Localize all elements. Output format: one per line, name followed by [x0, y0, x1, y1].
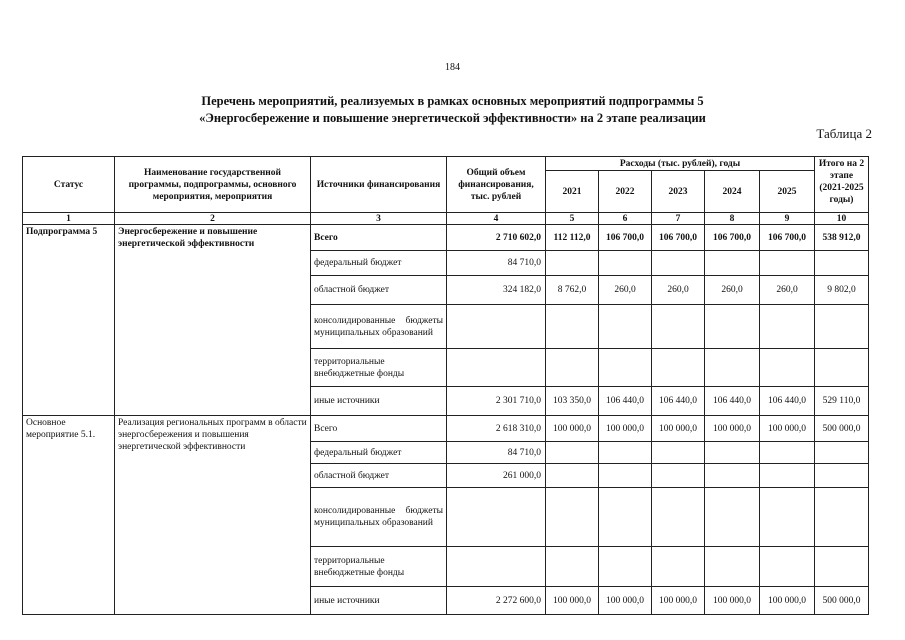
itogo-cell: 529 110,0 — [815, 387, 869, 416]
year-2024-cell: 100 000,0 — [705, 587, 760, 615]
col-number: 3 — [311, 213, 447, 225]
year-2024-cell — [705, 488, 760, 547]
total-cell — [447, 305, 546, 349]
year-2024-cell: 106 700,0 — [705, 225, 760, 251]
source-cell: консолидированные бюджеты муниципальных образований — [311, 305, 447, 349]
year-2024-cell — [705, 349, 760, 387]
year-2023-cell: 100 000,0 — [652, 416, 705, 442]
year-2022-cell — [599, 305, 652, 349]
year-2022-cell: 106 440,0 — [599, 387, 652, 416]
year-2023-cell — [652, 464, 705, 488]
total-cell: 261 000,0 — [447, 464, 546, 488]
itogo-cell — [815, 305, 869, 349]
table-body — [23, 225, 869, 615]
header-year: 2025 — [760, 171, 815, 213]
itogo-cell — [815, 442, 869, 464]
itogo-cell: 9 802,0 — [815, 276, 869, 305]
year-2023-cell — [652, 349, 705, 387]
header-year: 2023 — [652, 171, 705, 213]
year-2022-cell — [599, 547, 652, 587]
col-number: 1 — [23, 213, 115, 225]
total-cell: 324 182,0 — [447, 276, 546, 305]
column-number-row — [23, 213, 869, 225]
year-2024-cell — [705, 305, 760, 349]
year-2022-cell: 106 700,0 — [599, 225, 652, 251]
col-number: 10 — [815, 213, 869, 225]
year-2023-cell — [652, 547, 705, 587]
header-year: 2024 — [705, 171, 760, 213]
header-year: 2022 — [599, 171, 652, 213]
itogo-cell: 500 000,0 — [815, 587, 869, 615]
total-cell: 2 710 602,0 — [447, 225, 546, 251]
source-cell: федеральный бюджет — [311, 442, 447, 464]
year-2021-cell — [546, 488, 599, 547]
status-cell: Подпрограмма 5 — [23, 225, 115, 416]
year-2023-cell: 106 440,0 — [652, 387, 705, 416]
source-cell: консолидированные бюджеты муниципальных образований — [311, 488, 447, 547]
year-2021-cell — [546, 251, 599, 276]
table-header — [23, 157, 869, 225]
table-row — [23, 225, 869, 251]
itogo-cell — [815, 547, 869, 587]
year-2025-cell — [760, 442, 815, 464]
year-2024-cell — [705, 464, 760, 488]
year-2021-cell — [546, 349, 599, 387]
year-2023-cell — [652, 305, 705, 349]
year-2023-cell — [652, 488, 705, 547]
col-number: 6 — [599, 213, 652, 225]
year-2023-cell: 106 700,0 — [652, 225, 705, 251]
year-2023-cell: 260,0 — [652, 276, 705, 305]
year-2022-cell — [599, 251, 652, 276]
year-2025-cell: 100 000,0 — [760, 416, 815, 442]
status-cell: Основное мероприятие 5.1. — [23, 416, 115, 615]
header-source: Источники финансирования — [311, 157, 447, 213]
year-2021-cell: 103 350,0 — [546, 387, 599, 416]
year-2022-cell — [599, 488, 652, 547]
year-2024-cell — [705, 442, 760, 464]
year-2021-cell — [546, 464, 599, 488]
year-2021-cell: 100 000,0 — [546, 416, 599, 442]
source-cell: иные источники — [311, 587, 447, 615]
year-2021-cell — [546, 305, 599, 349]
header-itogo: Итого на 2 этапе (2021-2025 годы) — [815, 157, 869, 213]
year-2023-cell — [652, 251, 705, 276]
itogo-cell: 538 912,0 — [815, 225, 869, 251]
source-cell: Всего — [311, 416, 447, 442]
col-number: 2 — [115, 213, 311, 225]
title-line-2: «Энергосбережение и повышение энергетической эффективности» на 2 этапе реализации — [199, 111, 706, 125]
name-cell: Энергосбережение и повышение энергетической эффективности — [115, 225, 311, 416]
header-expenses: Расходы (тыс. рублей), годы — [546, 157, 815, 171]
year-2021-cell — [546, 547, 599, 587]
year-2022-cell: 100 000,0 — [599, 416, 652, 442]
year-2021-cell — [546, 442, 599, 464]
year-2021-cell: 8 762,0 — [546, 276, 599, 305]
source-cell: территориальные внебюджетные фонды — [311, 547, 447, 587]
year-2025-cell — [760, 251, 815, 276]
year-2025-cell: 260,0 — [760, 276, 815, 305]
itogo-cell — [815, 464, 869, 488]
total-cell: 84 710,0 — [447, 251, 546, 276]
source-cell: областной бюджет — [311, 464, 447, 488]
year-2025-cell — [760, 488, 815, 547]
year-2025-cell: 106 700,0 — [760, 225, 815, 251]
total-cell: 2 618 310,0 — [447, 416, 546, 442]
total-cell — [447, 488, 546, 547]
name-cell: Реализация региональных программ в области энергосбережения и повышения энергетической эффективности — [115, 416, 311, 615]
year-2022-cell: 100 000,0 — [599, 587, 652, 615]
header-total: Общий объем финансирования, тыс. рублей — [447, 157, 546, 213]
source-cell: иные источники — [311, 387, 447, 416]
col-number: 5 — [546, 213, 599, 225]
year-2022-cell — [599, 464, 652, 488]
col-number: 8 — [705, 213, 760, 225]
itogo-cell: 500 000,0 — [815, 416, 869, 442]
title-line-1: Перечень мероприятий, реализуемых в рамках основных мероприятий подпрограммы 5 — [201, 94, 704, 108]
col-number: 4 — [447, 213, 546, 225]
total-cell — [447, 547, 546, 587]
total-cell: 2 272 600,0 — [447, 587, 546, 615]
year-2024-cell: 106 440,0 — [705, 387, 760, 416]
year-2024-cell — [705, 547, 760, 587]
total-cell: 2 301 710,0 — [447, 387, 546, 416]
itogo-cell — [815, 488, 869, 547]
year-2025-cell — [760, 464, 815, 488]
itogo-cell — [815, 251, 869, 276]
year-2025-cell — [760, 547, 815, 587]
year-2021-cell: 112 112,0 — [546, 225, 599, 251]
year-2021-cell: 100 000,0 — [546, 587, 599, 615]
year-2022-cell — [599, 442, 652, 464]
source-cell: областной бюджет — [311, 276, 447, 305]
source-cell: Всего — [311, 225, 447, 251]
col-number: 9 — [760, 213, 815, 225]
header-name: Наименование государственной программы, подпрограммы, основного мероприятия, мероприятия — [115, 157, 311, 213]
total-cell: 84 710,0 — [447, 442, 546, 464]
year-2023-cell — [652, 442, 705, 464]
col-number: 7 — [652, 213, 705, 225]
source-cell: федеральный бюджет — [311, 251, 447, 276]
year-2024-cell: 260,0 — [705, 276, 760, 305]
table-label: Таблица 2 — [816, 126, 872, 141]
year-2022-cell — [599, 349, 652, 387]
year-2023-cell: 100 000,0 — [652, 587, 705, 615]
year-2025-cell: 106 440,0 — [760, 387, 815, 416]
source-cell: территориальные внебюджетные фонды — [311, 349, 447, 387]
header-status: Статус — [23, 157, 115, 213]
year-2025-cell — [760, 349, 815, 387]
year-2024-cell — [705, 251, 760, 276]
itogo-cell — [815, 349, 869, 387]
year-2022-cell: 260,0 — [599, 276, 652, 305]
year-2024-cell: 100 000,0 — [705, 416, 760, 442]
activities-table — [22, 156, 869, 615]
year-2025-cell: 100 000,0 — [760, 587, 815, 615]
table-row — [23, 416, 869, 442]
page-number: 184 — [445, 62, 460, 73]
header-year: 2021 — [546, 171, 599, 213]
year-2025-cell — [760, 305, 815, 349]
total-cell — [447, 349, 546, 387]
document-title — [0, 93, 905, 127]
